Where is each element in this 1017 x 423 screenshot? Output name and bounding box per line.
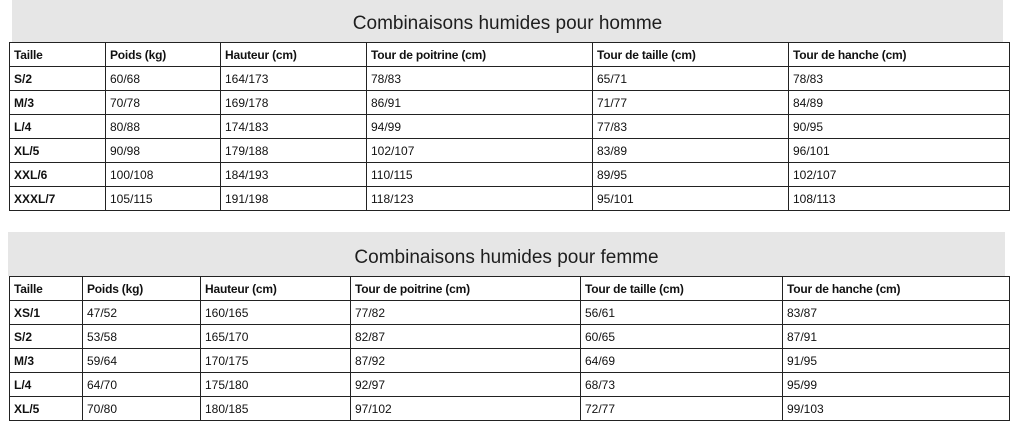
weight-cell: 60/68 [106,67,221,91]
weight-cell: 105/115 [106,187,221,211]
chest-cell: 86/91 [367,91,593,115]
waist-cell: 83/89 [593,139,789,163]
waist-cell: 60/65 [581,325,783,349]
height-cell: 184/193 [221,163,367,187]
table-row [10,349,1010,373]
height-cell: 180/185 [201,397,351,421]
chest-cell: 102/107 [367,139,593,163]
table-row [10,67,1010,91]
chest-cell: 82/87 [351,325,581,349]
table-row [10,325,1010,349]
weight-cell: 70/80 [83,397,201,421]
size-cell: S/2 [10,67,106,91]
column-header-weight: Poids (kg) [83,277,201,301]
waist-cell: 65/71 [593,67,789,91]
table-row [10,301,1010,325]
waist-cell: 95/101 [593,187,789,211]
men-table-title: Combinaisons humides pour homme [12,0,1003,42]
weight-cell: 59/64 [83,349,201,373]
weight-cell: 70/78 [106,91,221,115]
hip-cell: 102/107 [789,163,1010,187]
column-header-hip: Tour de hanche (cm) [783,277,1010,301]
hip-cell: 83/87 [783,301,1010,325]
table-row [10,91,1010,115]
height-cell: 165/170 [201,325,351,349]
hip-cell: 91/95 [783,349,1010,373]
size-cell: XL/5 [10,139,106,163]
hip-cell: 78/83 [789,67,1010,91]
waist-cell: 71/77 [593,91,789,115]
column-header-size: Taille [10,277,83,301]
size-cell: L/4 [10,373,83,397]
table-header-row [10,277,1010,301]
table-row [10,115,1010,139]
women-size-section [0,232,1017,416]
women-size-table [9,276,1010,421]
size-cell: XXL/6 [10,163,106,187]
hip-cell: 99/103 [783,397,1010,421]
table-row [10,373,1010,397]
waist-cell: 68/73 [581,373,783,397]
hip-cell: 108/113 [789,187,1010,211]
chest-cell: 77/82 [351,301,581,325]
chest-cell: 92/97 [351,373,581,397]
column-header-chest: Tour de poitrine (cm) [351,277,581,301]
column-header-waist: Tour de taille (cm) [593,43,789,67]
column-header-weight: Poids (kg) [106,43,221,67]
chest-cell: 97/102 [351,397,581,421]
height-cell: 169/178 [221,91,367,115]
weight-cell: 90/98 [106,139,221,163]
weight-cell: 64/70 [83,373,201,397]
height-cell: 179/188 [221,139,367,163]
table-row [10,163,1010,187]
waist-cell: 56/61 [581,301,783,325]
waist-cell: 89/95 [593,163,789,187]
column-header-size: Taille [10,43,106,67]
chest-cell: 78/83 [367,67,593,91]
height-cell: 160/165 [201,301,351,325]
weight-cell: 80/88 [106,115,221,139]
table-header-row [10,43,1010,67]
size-cell: XS/1 [10,301,83,325]
chest-cell: 94/99 [367,115,593,139]
waist-cell: 64/69 [581,349,783,373]
height-cell: 170/175 [201,349,351,373]
waist-cell: 72/77 [581,397,783,421]
hip-cell: 87/91 [783,325,1010,349]
column-header-hip: Tour de hanche (cm) [789,43,1010,67]
height-cell: 175/180 [201,373,351,397]
height-cell: 174/183 [221,115,367,139]
hip-cell: 96/101 [789,139,1010,163]
waist-cell: 77/83 [593,115,789,139]
hip-cell: 90/95 [789,115,1010,139]
weight-cell: 100/108 [106,163,221,187]
size-cell: S/2 [10,325,83,349]
size-cell: L/4 [10,115,106,139]
men-size-table [9,42,1010,211]
size-cell: XXXL/7 [10,187,106,211]
column-header-height: Hauteur (cm) [221,43,367,67]
weight-cell: 53/58 [83,325,201,349]
chest-cell: 87/92 [351,349,581,373]
table-row [10,139,1010,163]
size-cell: XL/5 [10,397,83,421]
size-cell: M/3 [10,349,83,373]
hip-cell: 95/99 [783,373,1010,397]
column-header-chest: Tour de poitrine (cm) [367,43,593,67]
height-cell: 191/198 [221,187,367,211]
table-row [10,187,1010,211]
men-size-section [0,0,1017,206]
chest-cell: 110/115 [367,163,593,187]
chest-cell: 118/123 [367,187,593,211]
height-cell: 164/173 [221,67,367,91]
weight-cell: 47/52 [83,301,201,325]
column-header-height: Hauteur (cm) [201,277,351,301]
table-row [10,397,1010,421]
size-cell: M/3 [10,91,106,115]
women-table-title: Combinaisons humides pour femme [8,232,1005,276]
column-header-waist: Tour de taille (cm) [581,277,783,301]
hip-cell: 84/89 [789,91,1010,115]
